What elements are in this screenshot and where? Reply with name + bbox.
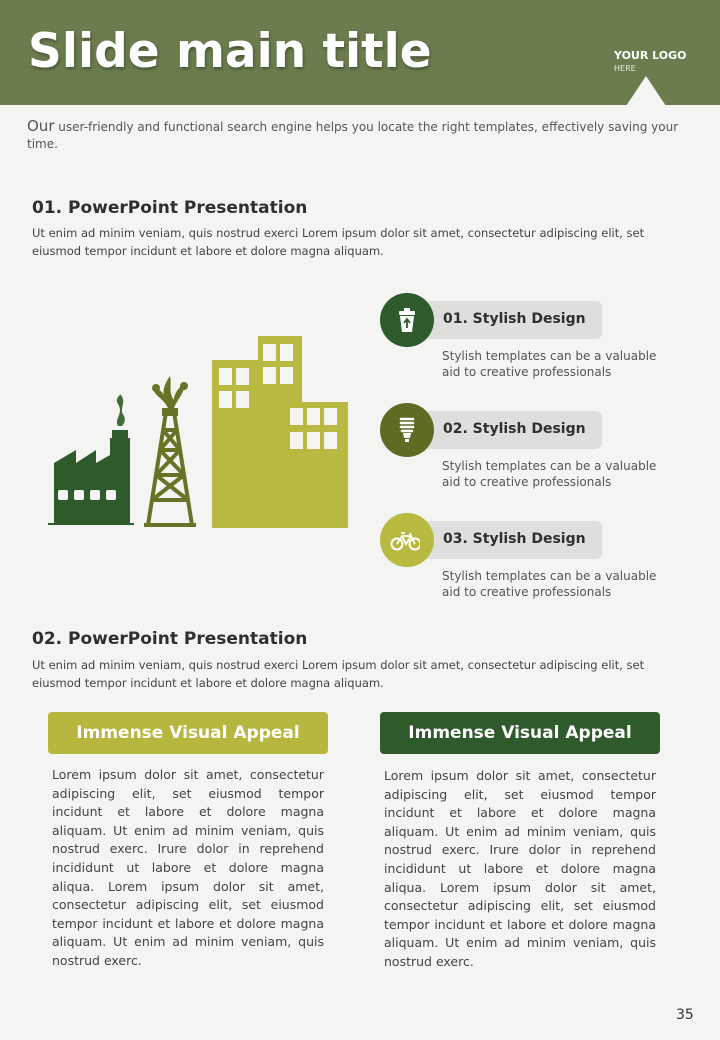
visual-appeal-button-right[interactable]: Immense Visual Appeal [380,712,660,754]
column-left-text: Lorem ipsum dolor sit amet, consectetur adipiscing elit, set eiusmod tempor incidunt et labore et dolore magna aliquam. Ut enim ad minim veniam, quis nostrud exerc. Irure dolor in reprehend incididunt ut labore et dolore magna aliqua. Lorem ipsum dolor sit amet, consectetur adipiscing elit, set eiusmod tempor incidunt et labore et dolore magna aliquam. Ut enim ad minim veniam, quis nostrud exerc. [52,767,324,968]
oil-derrick-icon [144,412,196,525]
feature-label-pill [406,301,602,339]
feature-label-pill [406,411,602,449]
feature-label: 01. Stylish Design [443,311,586,327]
factory-icon [48,394,134,525]
header-notch [626,76,666,106]
recycle-bin-icon [392,305,422,335]
feature-item-1 [380,293,680,403]
section-1-body: Ut enim ad minim veniam, quis nostrud exerci Lorem ipsum dolor sit amet, consectetur adipiscing elit, set eiusmod tempor incidunt et labore et dolore magna aliquam. [32,226,645,258]
intro-first-word: Our [27,117,55,135]
intro-rest: user-friendly and functional search engine helps you locate the right templates, effectively saving your time. [27,120,679,151]
logo-text: YOUR LOGO [614,49,687,62]
feature-description: Stylish templates can be a valuable aid to creative professionals [442,349,657,379]
feature-item-2 [380,403,680,513]
feature-label-pill [406,521,602,559]
section-1-title: 01. PowerPoint Presentation [32,198,308,218]
feature-description: Stylish templates can be a valuable aid to creative professionals [442,569,657,599]
page-number: 35 [676,1007,694,1023]
feature-item-3 [380,513,680,623]
feature-description: Stylish templates can be a valuable aid to creative professionals [442,459,657,489]
header-bar [0,0,720,105]
feature-icon-circle [380,293,434,347]
feature-icon-circle [380,403,434,457]
column-right-text: Lorem ipsum dolor sit amet, consectetur adipiscing elit, set eiusmod tempor incidunt et labore et dolore magna aliquam. Ut enim ad minim veniam, quis nostrud exerc. Irure dolor in reprehend incididunt ut labore et dolore magna aliqua. Lorem ipsum dolor sit amet, consectetur adipiscing elit, set eiusmod tempor incidunt et labore et dolore magna aliquam. Ut enim ad minim veniam, quis nostrud exerc. [384,768,656,969]
feature-label: 03. Stylish Design [443,531,586,547]
light-bulb-icon [392,415,422,445]
feature-label: 02. Stylish Design [443,421,586,437]
industry-illustration [44,330,354,535]
visual-appeal-button-left[interactable]: Immense Visual Appeal [48,712,328,754]
slide-title: Slide main title [28,24,432,79]
intro-text [27,118,697,153]
section-2-title: 02. PowerPoint Presentation [32,629,308,649]
feature-icon-circle [380,513,434,567]
section-2-body: Ut enim ad minim veniam, quis nostrud exerci Lorem ipsum dolor sit amet, consectetur adipiscing elit, set eiusmod tempor incidunt et labore et dolore magna aliquam. [32,658,645,690]
bicycle-icon [390,525,420,555]
logo-subtext: HERE [614,64,636,73]
